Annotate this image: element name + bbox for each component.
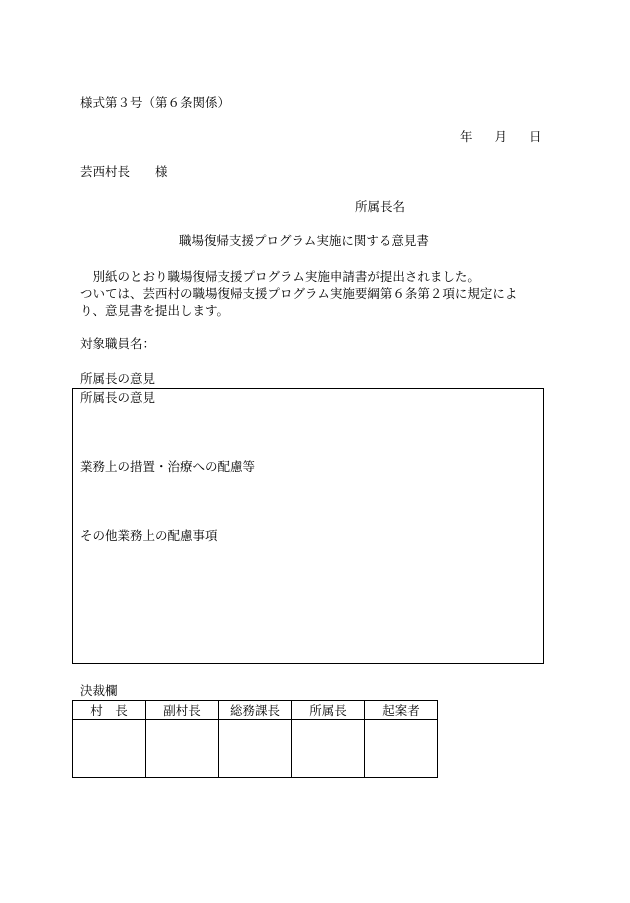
measures-label: 業務上の措置・治療への配慮等 — [80, 459, 256, 474]
approval-stamp-cell[interactable] — [292, 720, 365, 778]
approval-stamp-cell[interactable] — [365, 720, 438, 778]
approval-col-dept-head: 所属長 — [292, 701, 365, 720]
target-employee-label: 対象職員名： — [80, 336, 156, 351]
approval-col-deputy-mayor: 副村長 — [146, 701, 219, 720]
date-line — [460, 131, 542, 144]
approval-col-drafter: 起案者 — [365, 701, 438, 720]
opinion-box[interactable] — [72, 388, 544, 664]
document-title: 職場復帰支援プログラム実施に関する意見書 — [179, 233, 429, 248]
body-line-3: り、意見書を提出します。 — [80, 303, 230, 318]
approval-col-mayor: 村 長 — [73, 701, 146, 720]
date-month-label: 月 — [494, 129, 508, 144]
date-year-label: 年 — [460, 129, 473, 144]
approval-stamp-cell[interactable] — [73, 720, 146, 778]
approval-table — [72, 700, 438, 778]
body-line-1: 別紙のとおり職場復帰支援プログラム実施申請書が提出されました。 — [80, 269, 480, 284]
date-day-label: 日 — [529, 129, 542, 144]
approval-heading: 決裁欄 — [80, 683, 118, 698]
opinion-heading: 所属長の意見 — [80, 371, 156, 386]
approval-col-general-affairs-chief: 総務課長 — [219, 701, 292, 720]
other-considerations-label: その他業務上の配慮事項 — [80, 528, 218, 543]
dept-head-name-label: 所属長名 — [355, 199, 406, 214]
addressee: 芸西村長 様 — [80, 164, 168, 179]
body-text — [80, 268, 560, 319]
approval-stamp-cell[interactable] — [219, 720, 292, 778]
body-line-2: ついては、芸西村の職場復帰支援プログラム実施要綱第６条第２項に規定によ — [80, 286, 518, 301]
form-number: 様式第３号（第６条関係） — [80, 95, 231, 110]
approval-stamp-cell[interactable] — [146, 720, 219, 778]
opinion-box-label: 所属長の意見 — [80, 390, 156, 405]
